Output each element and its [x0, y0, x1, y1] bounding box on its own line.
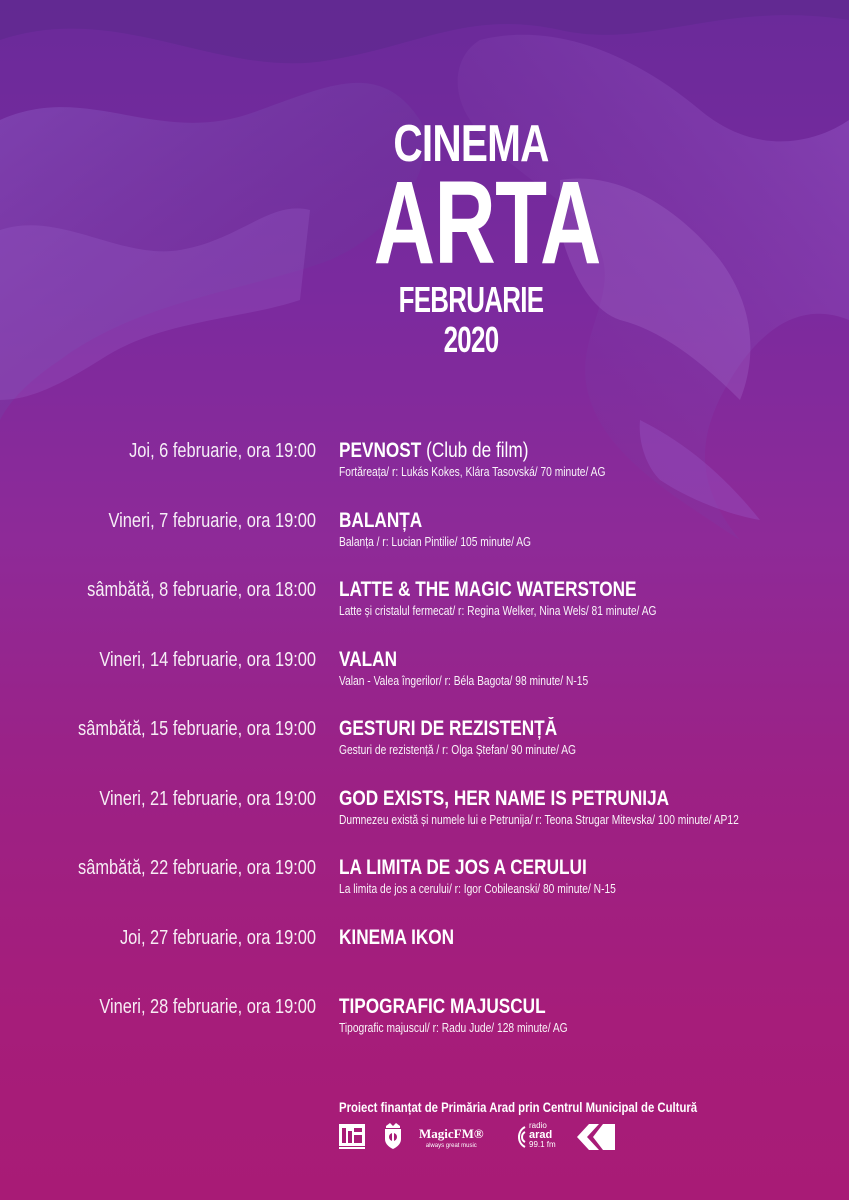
radio-name: arad [529, 1129, 553, 1141]
event-6 [0, 784, 849, 834]
event-details: Latte și cristalul fermecat/ r: Regina Welker, Nina Wels/ 81 minute/ AG [339, 604, 657, 618]
event-info [339, 925, 839, 951]
radio-waves-icon [513, 1125, 527, 1149]
event-info [339, 508, 839, 550]
event-details: Balanța / r: Lucian Pintilie/ 105 minute/ AG [339, 535, 532, 549]
event-3 [0, 575, 849, 625]
radio-top: radio [529, 1121, 547, 1130]
event-info [339, 994, 839, 1036]
magicfm-tagline: always great music [425, 1143, 477, 1149]
event-title-main: GESTURI DE REZISTENȚĂ [339, 717, 558, 740]
event-date: Vineri, 28 februarie, ora 19:00 [99, 996, 316, 1018]
event-details: La limita de jos a cerului/ r: Igor Cobileanski/ 80 minute/ N-15 [339, 882, 616, 896]
event-title [339, 508, 749, 534]
event-title-main: LATTE & THE MAGIC WATERSTONE [339, 578, 637, 601]
radio-text [529, 1122, 556, 1149]
sponsor-logos [339, 1122, 629, 1152]
event-info [339, 786, 839, 828]
radio-frequency: 99.1 fm [529, 1140, 556, 1149]
event-title-main: VALAN [339, 648, 398, 671]
event-date: Vineri, 21 februarie, ora 19:00 [99, 788, 316, 810]
event-date: sâmbătă, 22 februarie, ora 19:00 [78, 857, 316, 879]
header-month: FEBRUARIE 2020 [398, 279, 544, 360]
event-title [339, 438, 749, 464]
event-info [339, 647, 839, 689]
event-date: Joi, 27 februarie, ora 19:00 [119, 927, 316, 949]
event-4 [0, 645, 849, 695]
event-date: Vineri, 14 februarie, ora 19:00 [99, 649, 316, 671]
event-info [339, 438, 839, 480]
event-title-main: BALANȚA [339, 509, 423, 532]
event-8 [0, 923, 849, 973]
event-5 [0, 714, 849, 764]
event-info [339, 855, 839, 897]
event-title [339, 994, 749, 1020]
arad-coat-of-arms-icon [383, 1122, 403, 1150]
event-title-main: PEVNOST [339, 439, 422, 462]
footer [339, 1100, 839, 1115]
event-info [339, 577, 839, 619]
cinema-arta-arrow-logo-icon [575, 1124, 617, 1150]
event-title [339, 855, 749, 881]
event-details: Gesturi de rezistență / r: Olga Ștefan/ 90 minute/ AG [339, 743, 577, 757]
event-date: sâmbătă, 15 februarie, ora 19:00 [78, 718, 316, 740]
event-7 [0, 853, 849, 903]
event-info [339, 716, 839, 758]
event-details: Valan - Valea îngerilor/ r: Béla Bagota/ 98 minute/ N-15 [339, 674, 589, 688]
header-arta: ARTA [373, 157, 601, 289]
event-details: Tipografic majuscul/ r: Radu Jude/ 128 minute/ AG [339, 1021, 568, 1035]
magicfm-logo [419, 1126, 484, 1149]
event-date: Joi, 6 februarie, ora 19:00 [129, 440, 316, 462]
event-title-main: LA LIMITA DE JOS A CERULUI [339, 856, 587, 879]
event-title [339, 925, 749, 951]
event-date: sâmbătă, 8 februarie, ora 18:00 [87, 579, 316, 601]
event-title-main: GOD EXISTS, HER NAME IS PETRUNIJA [339, 787, 670, 810]
funding-note: Proiect finanțat de Primăria Arad prin Centrul Municipal de Cultură [339, 1100, 698, 1115]
event-title-main: KINEMA IKON [339, 926, 455, 949]
event-title [339, 647, 749, 673]
event-1 [0, 436, 849, 486]
event-title [339, 716, 749, 742]
cultural-center-logo-icon [339, 1122, 365, 1150]
event-9 [0, 992, 849, 1042]
header-cinema: CINEMA [393, 115, 549, 173]
event-title [339, 786, 749, 812]
event-title [339, 577, 749, 603]
event-details: Dumnezeu există și numele lui e Petrunija/ r: Teona Strugar Mitevska/ 100 minute/ AP12 [339, 813, 739, 827]
event-title-extra: (Club de film) [421, 439, 529, 462]
magicfm-name: MagicFM® [419, 1126, 484, 1141]
event-title-main: TIPOGRAFIC MAJUSCUL [339, 995, 546, 1018]
event-date: Vineri, 7 februarie, ora 19:00 [108, 510, 316, 532]
event-2 [0, 506, 849, 556]
radio-arad-logo [513, 1122, 563, 1152]
poster-header [336, 115, 606, 360]
event-details: Fortăreața/ r: Lukás Kokes, Klára Tasovská/ 70 minute/ AG [339, 465, 606, 479]
